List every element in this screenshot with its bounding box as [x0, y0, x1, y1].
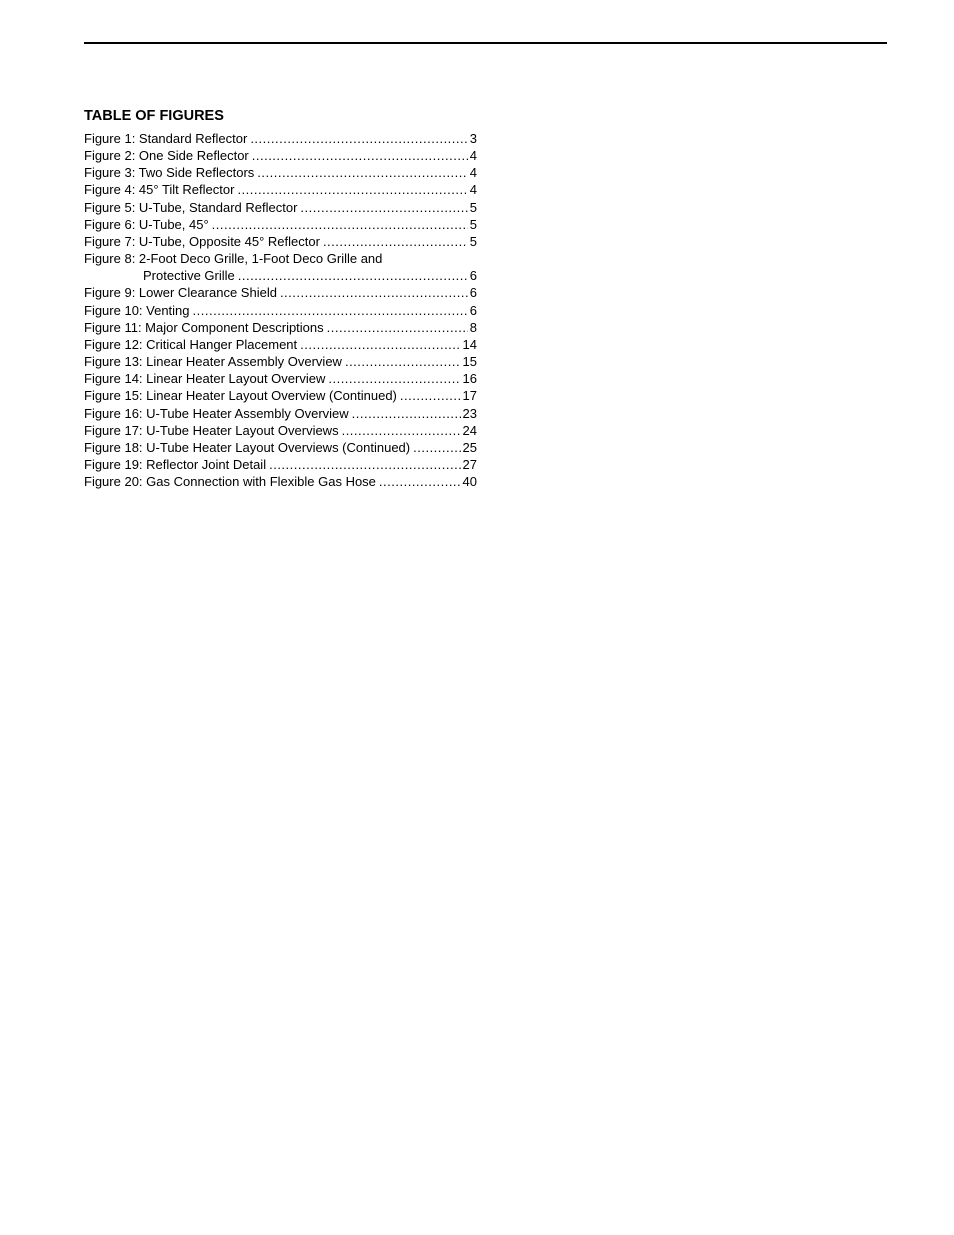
figure-entry[interactable] [84, 473, 477, 490]
figure-entry[interactable] [84, 353, 477, 370]
figure-page: 17 [462, 388, 477, 404]
dot-leader [413, 439, 460, 456]
figure-title: Figure 17: U-Tube Heater Layout Overviews [84, 422, 339, 438]
figure-title: Figure 6: U-Tube, 45° [84, 216, 209, 232]
figure-page: 5 [469, 233, 477, 249]
dot-leader [280, 284, 468, 301]
figure-title: Figure 12: Critical Hanger Placement [84, 336, 298, 352]
dot-leader [379, 473, 461, 490]
figure-entry[interactable] [84, 336, 477, 353]
figure-page: 16 [462, 371, 477, 387]
figure-title: Figure 20: Gas Connection with Flexible Gas Hose [84, 474, 376, 490]
figure-title-continuation: Protective Grille [143, 268, 235, 284]
figure-page: 40 [462, 474, 477, 490]
figure-page: 6 [469, 302, 477, 318]
figure-page: 15 [462, 354, 477, 370]
dot-leader [300, 336, 460, 353]
figure-entry[interactable] [84, 233, 477, 250]
figure-entry[interactable] [84, 284, 477, 301]
figure-entry[interactable] [84, 302, 477, 319]
figure-title: Figure 9: Lower Clearance Shield [84, 285, 277, 301]
dot-leader [193, 302, 468, 319]
dot-leader [323, 233, 468, 250]
figure-entry[interactable] [84, 147, 477, 164]
dot-leader [250, 130, 467, 147]
toc-heading: TABLE OF FIGURES [84, 108, 224, 124]
figure-page: 4 [469, 148, 477, 164]
figure-title: Figure 16: U-Tube Heater Assembly Overview [84, 405, 349, 421]
dot-leader [352, 405, 461, 422]
figure-page: 5 [469, 216, 477, 232]
dot-leader [300, 199, 467, 216]
dot-leader [269, 456, 460, 473]
figure-page: 5 [469, 199, 477, 215]
figure-title: Figure 4: 45° Tilt Reflector [84, 182, 235, 198]
figure-title: Figure 15: Linear Heater Layout Overview (Continued) [84, 388, 397, 404]
dot-leader [342, 422, 461, 439]
figure-entry[interactable] [84, 456, 477, 473]
figure-page: 4 [469, 165, 477, 181]
figure-page: 25 [462, 439, 477, 455]
figure-entry[interactable] [84, 370, 477, 387]
dot-leader [238, 267, 468, 284]
dot-leader [328, 370, 460, 387]
figure-page: 3 [469, 131, 477, 146]
figure-title: Figure 3: Two Side Reflectors [84, 165, 255, 181]
figure-page: 4 [469, 182, 477, 198]
figure-entry[interactable] [84, 130, 477, 147]
dot-leader [237, 181, 467, 198]
dot-leader [327, 319, 468, 336]
figure-entry[interactable] [84, 387, 477, 404]
figure-page: 14 [462, 336, 477, 352]
figure-title: Figure 1: Standard Reflector [84, 131, 248, 146]
figure-entry[interactable] [84, 319, 477, 336]
dot-leader [257, 164, 467, 181]
figure-title: Figure 13: Linear Heater Assembly Overview [84, 354, 342, 370]
figure-page: 27 [462, 456, 477, 472]
figure-title: Figure 2: One Side Reflector [84, 148, 249, 164]
figure-page: 6 [469, 285, 477, 301]
table-of-figures [84, 106, 477, 490]
figure-entry[interactable] [84, 250, 477, 284]
figure-title: Figure 7: U-Tube, Opposite 45° Reflector [84, 233, 320, 249]
figure-entry[interactable] [84, 439, 477, 456]
figure-entry[interactable] [84, 422, 477, 439]
figure-list [84, 130, 477, 490]
figure-entry[interactable] [84, 181, 477, 198]
figure-entry[interactable] [84, 199, 477, 216]
dot-leader [345, 353, 461, 370]
figure-page: 8 [469, 319, 477, 335]
dot-leader [252, 147, 468, 164]
figure-title: Figure 8: 2-Foot Deco Grille, 1-Foot Deco Grille and [84, 251, 383, 267]
figure-title: Figure 14: Linear Heater Layout Overview [84, 371, 326, 387]
figure-title: Figure 5: U-Tube, Standard Reflector [84, 199, 298, 215]
figure-title: Figure 18: U-Tube Heater Layout Overviews (Continued) [84, 439, 411, 455]
figure-entry[interactable] [84, 405, 477, 422]
dot-leader [212, 216, 468, 233]
figure-title: Figure 10: Venting [84, 302, 190, 318]
figure-page: 23 [462, 405, 477, 421]
figure-entry[interactable] [84, 216, 477, 233]
figure-entry[interactable] [84, 164, 477, 181]
header-rule [84, 42, 887, 44]
figure-page: 24 [462, 422, 477, 438]
figure-page: 6 [469, 268, 477, 284]
figure-title: Figure 19: Reflector Joint Detail [84, 456, 267, 472]
dot-leader [400, 387, 461, 404]
figure-title: Figure 11: Major Component Descriptions [84, 319, 324, 335]
